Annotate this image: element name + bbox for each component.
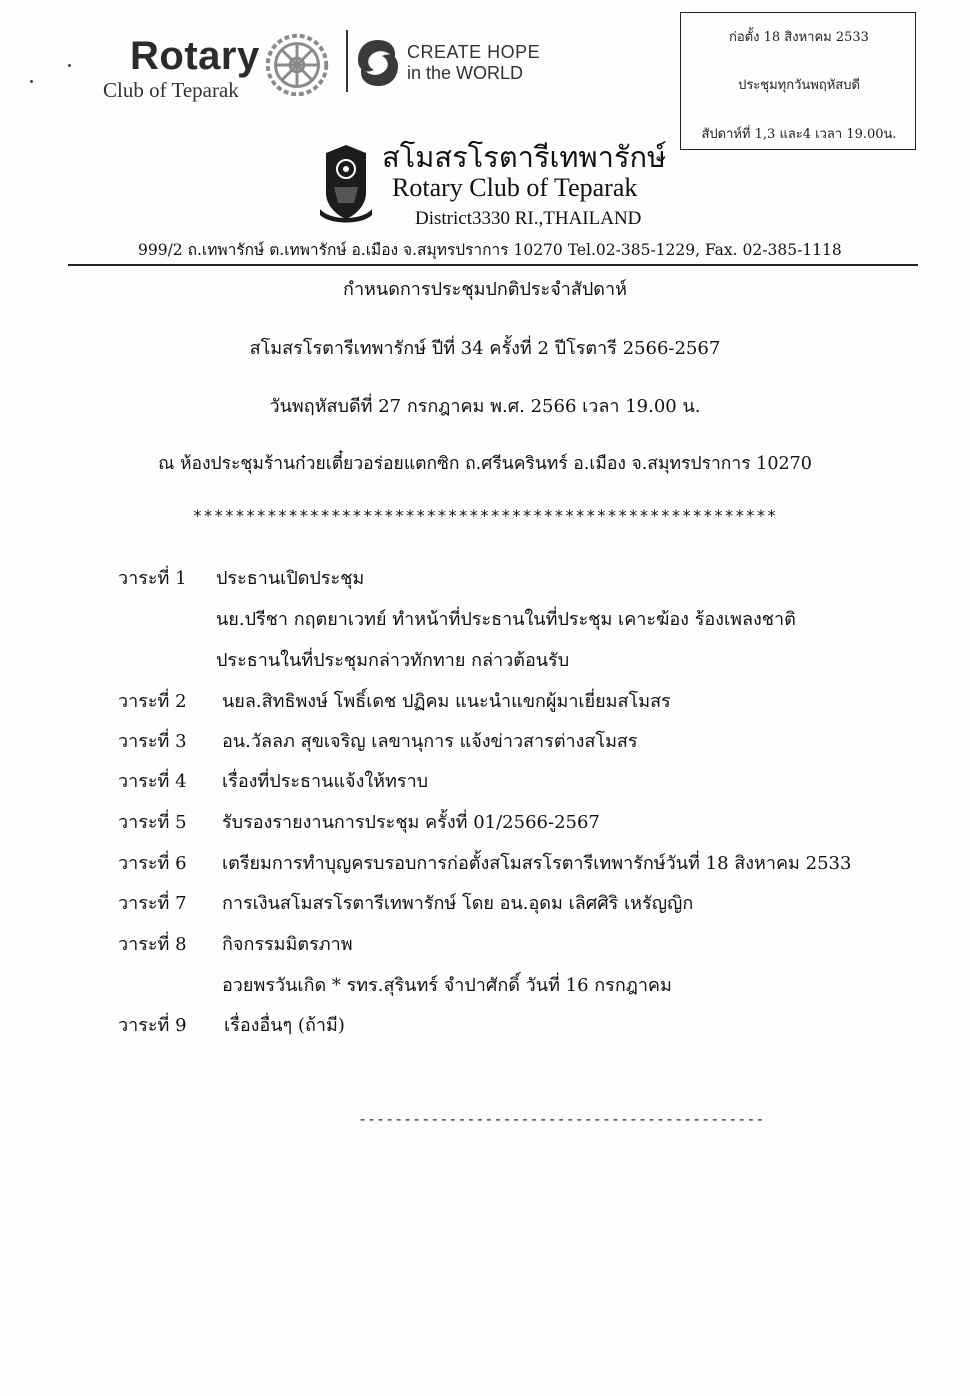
agenda-label-3: วาระที่ 3 <box>118 731 187 752</box>
agenda-label-7: วาระที่ 7 <box>118 893 187 914</box>
slogan-line-2: in the WORLD <box>407 63 524 83</box>
agenda-label-1: วาระที่ 1 <box>118 568 187 589</box>
star-separator: ******************************************************* <box>192 506 778 525</box>
agenda-text-3: อน.วัลลภ สุขเจริญ เลขานุการ แจ้งข่าวสารต่างสโมสร <box>222 731 638 752</box>
agenda-text-6: เตรียมการทำบุญครบรอบการก่อตั้งสโมสรโรตารีเทพารักษ์วันที่ 18 สิงหาคม 2533 <box>222 853 852 874</box>
slogan-line-1: CREATE HOPE <box>407 42 541 62</box>
agenda-label-4: วาระที่ 4 <box>118 771 187 792</box>
scan-speck <box>30 80 33 83</box>
meeting-heading: กำหนดการประชุมปกติประจำสัปดาห์ <box>343 279 627 300</box>
agenda-text-9: เรื่องอื่นๆ (ถ้ามี) <box>224 1015 345 1036</box>
agenda-label-2: วาระที่ 2 <box>118 691 187 712</box>
meeting-day: ประชุมทุกวันพฤหัสบดี <box>738 78 860 93</box>
founded-date: ก่อตั้ง 18 สิงหาคม 2533 <box>729 30 869 45</box>
club-name-english: Rotary Club of Teparak <box>392 173 638 202</box>
agenda-label-6: วาระที่ 6 <box>118 853 187 874</box>
meeting-datetime: วันพฤหัสบดีที่ 27 กรกฎาคม พ.ศ. 2566 เวลา 19.00 น. <box>269 396 701 417</box>
agenda-text-8-2: อวยพรวันเกิด * รทร.สุรินทร์ จำปาศักดิ์ วันที่ 16 กรกฎาคม <box>222 975 672 996</box>
agenda-text-7: การเงินสโมสรโรตารีเทพารักษ์ โดย อน.อุดม เลิศศิริ เหรัญญิก <box>222 893 694 914</box>
meeting-venue: ณ ห้องประชุมร้านก๋วยเตี๋ยวอร่อยแตกซิก ถ.ศรีนครินทร์ อ.เมือง จ.สมุทรปราการ 10270 <box>158 454 812 474</box>
logo-divider <box>346 30 348 92</box>
create-hope-logo-icon <box>354 36 402 90</box>
agenda-text-2: นยล.สิทธิพงษ์ โพธิ์เดช ปฏิคม แนะนำแขกผู้มาเยี่ยมสโมสร <box>222 691 671 712</box>
rotary-club-subtitle: Club of Teparak <box>103 78 239 102</box>
agenda-label-9: วาระที่ 9 <box>118 1015 187 1036</box>
header-rule <box>68 264 918 266</box>
agenda-label-5: วาระที่ 5 <box>118 812 187 833</box>
meeting-session: สโมสรโรตารีเทพารักษ์ ปีที่ 34 ครั้งที่ 2 ปีโรตารี 2566-2567 <box>249 338 721 359</box>
district-line: District3330 RI.,THAILAND <box>415 208 642 229</box>
footer-dash-line: --------------------------------------------- <box>358 1110 765 1128</box>
club-emblem-icon <box>318 143 374 225</box>
rotary-wheel-icon <box>258 26 336 104</box>
agenda-text-1-2: นย.ปรีชา กฤตยาเวทย์ ทำหน้าที่ประธานในที่ประชุม เคาะฆ้อง ร้องเพลงชาติ <box>216 609 796 630</box>
rotary-wordmark: Rotary <box>130 34 260 78</box>
meeting-weeks: สัปดาห์ที่ 1,3 และ4 เวลา 19.00น. <box>701 127 897 142</box>
club-name-thai: สโมสรโรตารีเทพารักษ์ <box>382 140 667 174</box>
meeting-info-box <box>680 12 916 150</box>
agenda-text-1: ประธานเปิดประชุม <box>216 568 365 589</box>
agenda-label-8: วาระที่ 8 <box>118 934 187 955</box>
club-address: 999/2 ถ.เทพารักษ์ ต.เทพารักษ์ อ.เมือง จ.สมุทรปราการ 10270 Tel.02-385-1229, Fax. 02-385-1118 <box>138 241 842 259</box>
agenda-text-1-3: ประธานในที่ประชุมกล่าวทักทาย กล่าวต้อนรับ <box>216 650 570 671</box>
scan-speck <box>68 64 71 67</box>
agenda-text-5: รับรองรายงานการประชุม ครั้งที่ 01/2566-2567 <box>222 812 600 833</box>
agenda-text-8: กิจกรรมมิตรภาพ <box>222 934 353 955</box>
agenda-text-4: เรื่องที่ประธานแจ้งให้ทราบ <box>222 771 429 792</box>
